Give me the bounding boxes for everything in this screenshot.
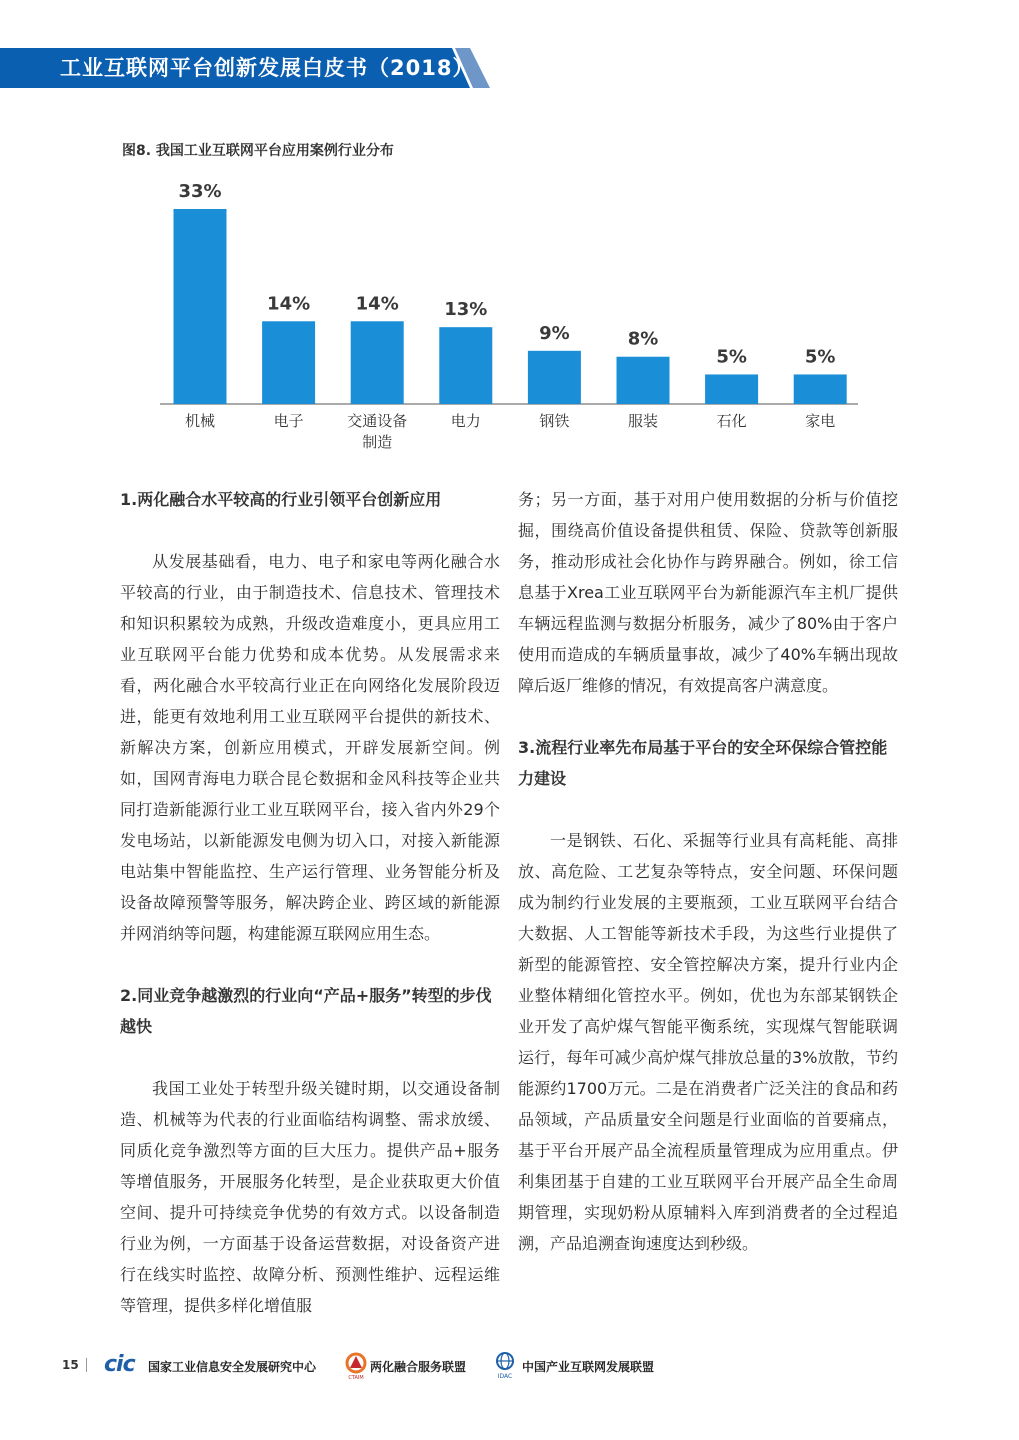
bar-1 <box>262 321 315 404</box>
bar-5 <box>617 357 670 404</box>
section-3-heading: 3.流程行业率先布局基于平台的安全环保综合管控能力建设 <box>518 738 888 788</box>
category-label-6: 石化 <box>716 412 747 430</box>
right-column <box>518 484 898 1259</box>
idac-logo <box>492 1350 518 1378</box>
ctaim-logo <box>344 1352 368 1380</box>
bar-value-label-6: 5% <box>716 346 747 368</box>
section-2-body-continued: 务；另一方面，基于对用户使用数据的分析与价值挖掘，围绕高价值设备提供租赁、保险、贷款等创新服务，推动形成社会化协作与跨界融合。例如，徐工信息基于Xrea工业互联网平台为新能源汽车主机厂提供车辆远程监测与数据分析服务，减少了80%由于客户使用而造成的车辆质量事故，减少了40%车辆出现故障后返厂维修的情况，有效提高客户满意度。 <box>518 490 898 695</box>
left-column <box>120 484 500 1321</box>
bar-3 <box>439 327 492 404</box>
footer-divider <box>86 1358 87 1372</box>
figure-title: 图8. 我国工业互联网平台应用案例行业分布 <box>122 143 394 159</box>
bar-value-label-1: 14% <box>267 293 311 315</box>
bar-value-label-7: 5% <box>804 346 836 368</box>
ctaim-logo-text: CTAIM <box>348 1375 364 1380</box>
bar-2 <box>351 321 404 404</box>
section-1-heading: 1.两化融合水平较高的行业引领平台创新应用 <box>120 490 442 509</box>
bar-value-label-0: 33% <box>178 181 222 202</box>
bar-4 <box>528 351 581 404</box>
org-name-idac: 中国产业互联网发展联盟 <box>522 1360 655 1374</box>
category-label-7: 家电 <box>805 412 836 430</box>
cic-logo: cic <box>104 1352 135 1377</box>
category-label-0: 机械 <box>184 412 216 430</box>
category-label-3: 电力 <box>450 412 481 430</box>
section-2-body: 我国工业处于转型升级关键时期，以交通设备制造、机械等为代表的行业面临结构调整、需求放缓、同质化竞争激烈等方面的巨大压力。提供产品+服务等增值服务，开展服务化转型，是企业获取更大价值空间、提升可持续竞争优势的有效方式。以设备制造行业为例，一方面基于设备运营数据，对设备资产进行在线实时监控、故障分析、预测性维护、远程运维等管理，提供多样化增值服 <box>120 1079 500 1315</box>
bar-6 <box>705 374 758 404</box>
category-label-2-line-1: 制造 <box>362 433 393 451</box>
industry-distribution-bar-chart <box>0 165 1019 465</box>
category-label-2-line-0: 交通设备 <box>347 412 408 430</box>
category-label-5: 服装 <box>627 412 659 430</box>
org-name-ctaim: 两化融合服务联盟 <box>370 1360 467 1374</box>
org-name-cic: 国家工业信息安全发展研究中心 <box>148 1360 317 1374</box>
page-number: 15 <box>62 1358 79 1372</box>
page-footer <box>0 1352 1019 1382</box>
category-label-1: 电子 <box>273 412 304 430</box>
bar-value-label-5: 8% <box>627 328 659 350</box>
category-label-4: 钢铁 <box>539 412 570 430</box>
section-3-body: 一是钢铁、石化、采掘等行业具有高耗能、高排放、高危险、工艺复杂等特点，安全问题、环保问题成为制约行业发展的主要瓶颈，工业互联网平台结合大数据、人工智能等新技术手段，为这些行业提供了新型的能源管控、安全管控解决方案，提升行业内企业整体精细化管控水平。例如，优也为东部某钢铁企业开发了高炉煤气智能平衡系统，实现煤气智能联调运行，每年可减少高炉煤气排放总量的3%放散，节约能源约1700万元。二是在消费者广泛关注的食品和药品领域，产品质量安全问题是行业面临的首要痛点，基于平台开展产品全流程质量管理成为应用重点。伊利集团基于自建的工业互联网平台开展产品全生命周期管理，实现奶粉从原辅料入库到消费者的全过程追溯，产品追溯查询速度达到秒级。 <box>518 831 898 1253</box>
bar-value-label-3: 13% <box>444 299 488 321</box>
bar-value-label-4: 9% <box>539 322 570 344</box>
document-title: 工业互联网平台创新发展白皮书（2018） <box>60 56 475 80</box>
section-2-heading: 2.同业竞争越激烈的行业向“产品+服务”转型的步伐越快 <box>120 986 492 1036</box>
bar-7 <box>794 374 847 404</box>
section-1-body: 从发展基础看，电力、电子和家电等两化融合水平较高的行业，由于制造技术、信息技术、管理技术和知识积累较为成熟，升级改造难度小，更具应用工业互联网平台能力优势和成本优势。从发展需求来看，两化融合水平较高行业正在向网络化发展阶段迈进，能更有效地利用工业互联网平台提供的新技术、新解决方案，创新应用模式，开辟发展新空间。例如，国网青海电力联合昆仑数据和金风科技等企业共同打造新能源行业工业互联网平台，接入省内外29个发电场站，以新能源发电侧为切入口，对接入新能源电站集中智能监控、生产运行管理、业务智能分析及设备故障预警等服务，解决跨企业、跨区域的新能源并网消纳等问题，构建能源互联网应用生态。 <box>120 552 500 943</box>
bar-0 <box>174 209 227 404</box>
idac-logo-text: IDAC <box>497 1373 513 1378</box>
bar-value-label-2: 14% <box>355 293 399 315</box>
